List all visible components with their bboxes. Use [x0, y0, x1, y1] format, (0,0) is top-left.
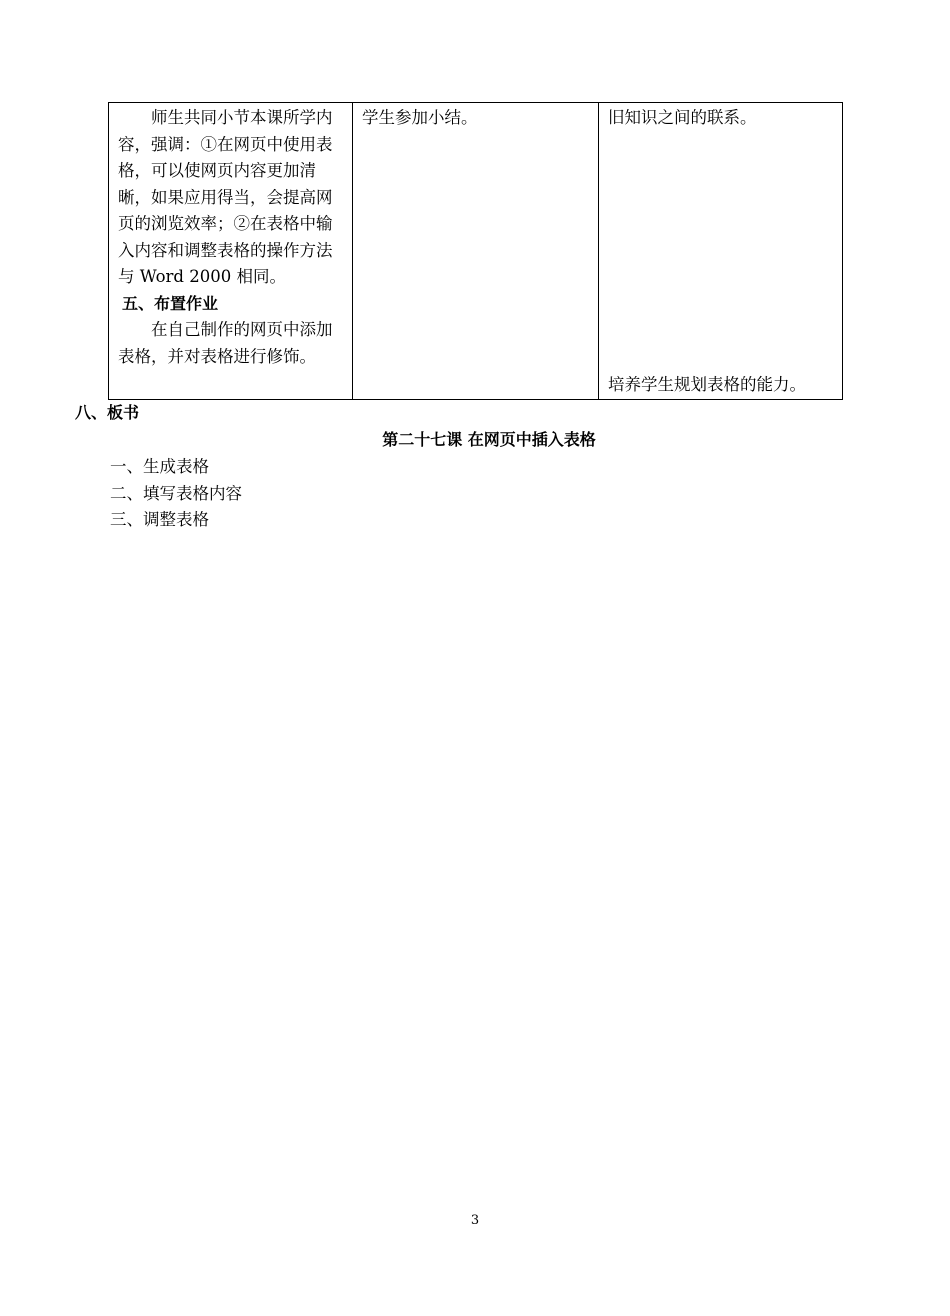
board-section-heading: 八、板书 — [75, 403, 140, 422]
student-activity-cell — [353, 103, 599, 400]
teacher-activity-cell — [109, 103, 353, 400]
list-item: 一、生成表格 — [110, 457, 209, 476]
design-intent-bottom-text: 培养学生规划表格的能力。 — [608, 374, 806, 394]
lesson-plan-table — [108, 102, 843, 400]
design-intent-top-text: 旧知识之间的联系。 — [608, 108, 757, 127]
list-item: 二、填写表格内容 — [110, 483, 242, 503]
design-intent-cell — [599, 103, 843, 400]
list-item: 三、调整表格 — [110, 510, 209, 529]
board-outline-list — [110, 454, 242, 534]
board-lesson-title: 第二十七课 在网页中插入表格 — [382, 430, 596, 449]
summary-paragraph: 师生共同小节本课所学内容，强调：①在网页中使用表格，可以使网页内容更加清晰，如果应用得当，会提高网页的浏览效率；②在表格中输入内容和调整表格的操作方法与 Word 2000 相同。 — [118, 108, 333, 286]
table-row — [109, 103, 843, 400]
homework-paragraph: 在自己制作的网页中添加表格，并对表格进行修饰。 — [118, 320, 333, 366]
page-number: 3 — [470, 1213, 480, 1228]
homework-heading: 五、布置作业 — [122, 293, 219, 313]
student-activity-text: 学生参加小结。 — [362, 108, 478, 127]
